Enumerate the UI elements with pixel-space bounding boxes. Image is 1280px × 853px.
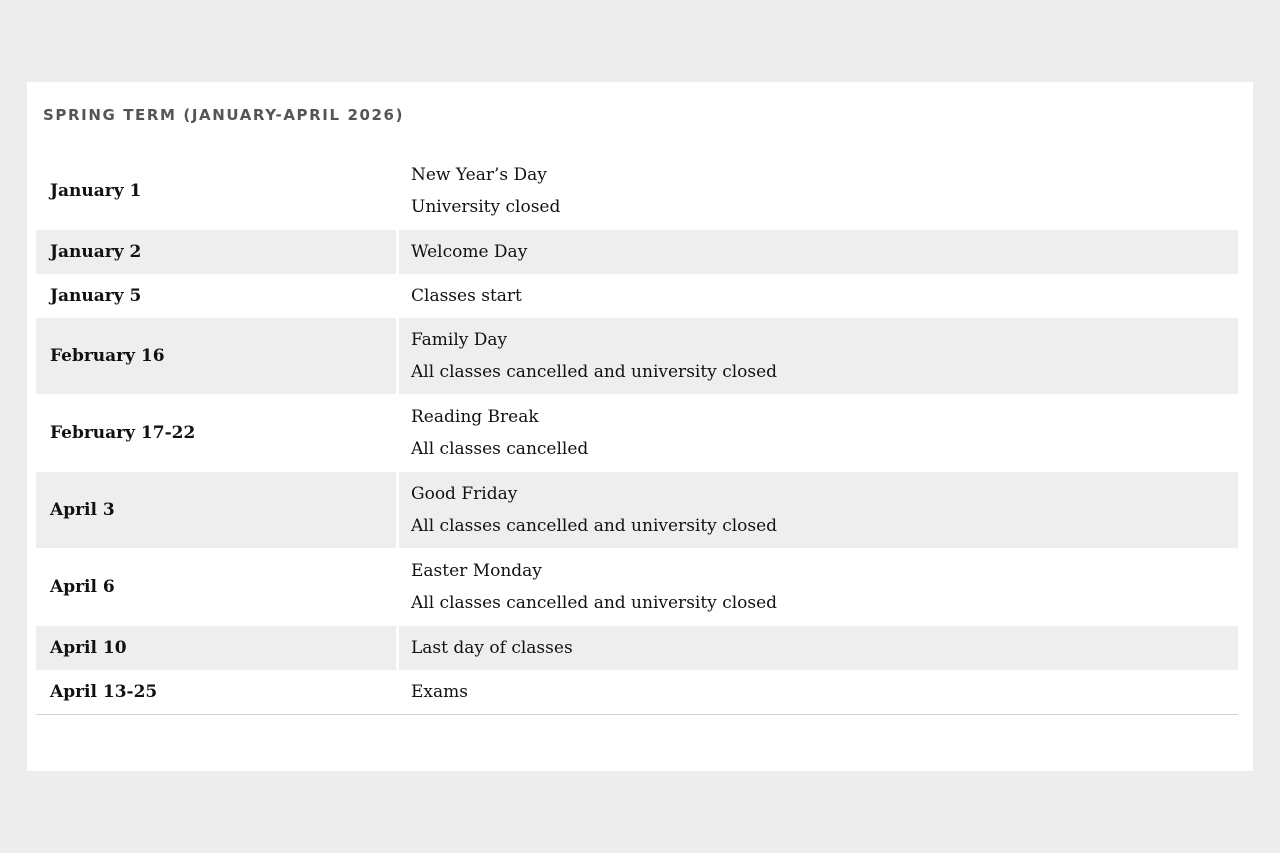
row-date: February 17-22 [50, 423, 196, 443]
row-events [399, 230, 1238, 274]
table-row [36, 230, 1238, 274]
table-row [36, 318, 1238, 394]
calendar-card [27, 82, 1253, 771]
row-events [399, 152, 1238, 230]
row-date: January 2 [36, 230, 399, 274]
table-row [36, 152, 1238, 230]
row-events [399, 626, 1238, 670]
table-row [36, 548, 1238, 626]
table-row [36, 472, 1238, 548]
row-events [399, 318, 1238, 394]
table-row [36, 274, 1238, 318]
row-date: January 1 [50, 181, 142, 201]
event-title: Exams [411, 682, 468, 702]
event-note: All classes cancelled and university closed [411, 593, 778, 613]
row-events [399, 670, 1238, 714]
row-date: April 6 [50, 577, 115, 597]
event-note: All classes cancelled and university closed [411, 516, 778, 536]
row-date: April 3 [36, 472, 399, 548]
event-title: Good Friday [411, 484, 518, 504]
event-title: Last day of classes [411, 638, 573, 658]
event-title: Family Day [411, 330, 508, 350]
event-note: All classes cancelled [411, 439, 589, 459]
event-title: New Year’s Day [411, 165, 547, 185]
table-row [36, 394, 1238, 472]
event-title: Reading Break [411, 407, 539, 427]
table-row [36, 670, 1238, 714]
row-date: February 16 [36, 318, 399, 394]
event-title: Welcome Day [411, 242, 528, 262]
term-heading: SPRING TERM (JANUARY-APRIL 2026) [43, 106, 405, 124]
row-date: January 5 [50, 286, 142, 306]
row-events [399, 394, 1238, 472]
event-title: Classes start [411, 286, 522, 306]
row-events [399, 274, 1238, 318]
row-date: April 10 [36, 626, 399, 670]
row-events [399, 548, 1238, 626]
schedule-table [36, 152, 1238, 715]
event-note: All classes cancelled and university closed [411, 362, 778, 382]
table-row [36, 626, 1238, 670]
event-title: Easter Monday [411, 561, 542, 581]
row-events [399, 472, 1238, 548]
row-date: April 13-25 [50, 682, 158, 702]
event-note: University closed [411, 197, 561, 217]
